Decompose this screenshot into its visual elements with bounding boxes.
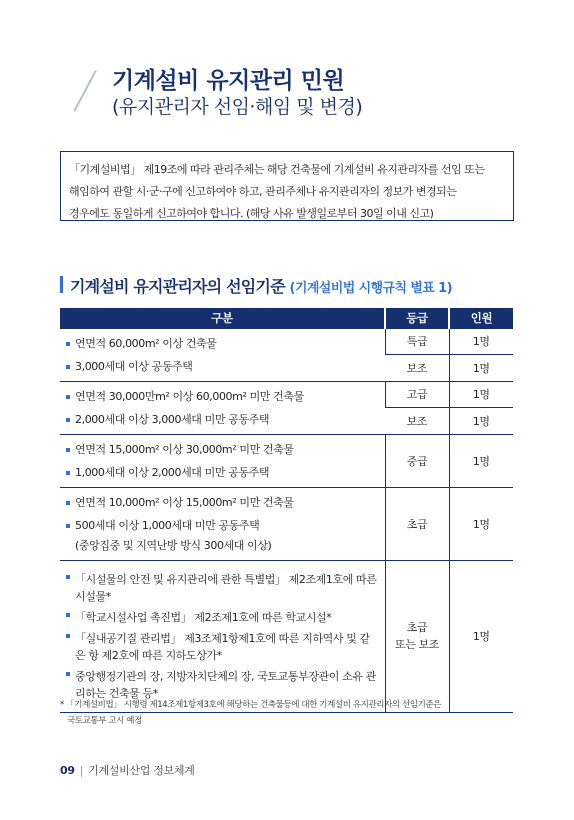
intro-line: 「기계설비법」 제19조에 따라 관리주체는 해당 건축물에 기계설비 유지관리자를 선임 또는 — [69, 163, 485, 176]
criteria-item: 「시설물의 안전 및 유지관리에 관한 특별법」 제2조제1호에 따른 시설물* — [66, 569, 379, 607]
table-row — [60, 434, 513, 487]
table-header-row — [60, 308, 513, 328]
title-decoration-slash — [73, 70, 96, 112]
grade-cell: 보조 — [385, 408, 449, 435]
page-subtitle: (유지관리자 선임·해임 및 변경) — [112, 96, 363, 118]
footer-separator: | — [79, 764, 84, 777]
footnote-line: 국토교통부 고시 예정 — [67, 716, 142, 726]
section-marker — [60, 276, 63, 293]
header-grade: 등급 — [385, 308, 449, 328]
section-title-text: 기계설비 유지관리자의 선임기준 — [70, 277, 285, 296]
criteria-item: 연면적 30,000만m² 이상 60,000m² 미만 건축물 — [66, 385, 379, 408]
people-cell: 1명 — [449, 381, 513, 408]
header-category: 구분 — [60, 308, 385, 328]
table-row — [60, 487, 513, 560]
grade-cell — [385, 560, 449, 712]
selection-criteria-table — [60, 308, 513, 713]
page-footer — [60, 762, 195, 778]
grade-line: 초급 — [406, 621, 428, 634]
category-cell — [60, 487, 385, 560]
criteria-item: 3,000세대 이상 공동주택 — [66, 355, 379, 378]
category-cell — [60, 434, 385, 487]
people-cell: 1명 — [449, 408, 513, 435]
grade-cell: 특급 — [385, 328, 449, 355]
grade-cell: 초급 — [385, 487, 449, 560]
category-cell — [60, 381, 385, 434]
footnote — [60, 697, 520, 729]
table-row — [60, 328, 513, 355]
category-cell — [60, 560, 385, 712]
footer-label: 기계설비산업 정보체계 — [88, 764, 195, 777]
people-cell: 1명 — [449, 328, 513, 355]
table-row — [60, 560, 513, 712]
intro-line: 경우에도 동일하게 신고하여야 합니다. (해당 사유 발생일로부터 30일 이내 신고) — [69, 207, 434, 220]
footnote-line: * 「기계설비법」 시행령 제14조제1항제3호에 해당하는 건축물등에 대한 기계설비 유지관리자의 선임기준은 — [60, 700, 442, 710]
grade-cell: 보조 — [385, 355, 449, 382]
table-row — [60, 381, 513, 408]
criteria-item: 연면적 15,000m² 이상 30,000m² 미만 건축물 — [66, 438, 379, 461]
criteria-item: 1,000세대 이상 2,000세대 미만 공동주택 — [66, 461, 379, 484]
grade-cell: 중급 — [385, 434, 449, 487]
intro-box — [60, 151, 514, 221]
section-title-reference: (기계설비법 시행규칙 별표 1) — [289, 281, 452, 296]
grade-line: 또는 보조 — [394, 638, 439, 651]
criteria-item: 500세대 이상 1,000세대 미만 공동주택 — [66, 514, 379, 537]
header-people: 인원 — [449, 308, 513, 328]
section-title — [70, 274, 452, 297]
criteria-item: 2,000세대 이상 3,000세대 미만 공동주택 — [66, 408, 379, 431]
criteria-item: 연면적 10,000m² 이상 15,000m² 미만 건축물 — [66, 491, 379, 514]
people-cell: 1명 — [449, 355, 513, 382]
criteria-note: (중앙집중 및 지역난방 방식 300세대 이상) — [75, 538, 272, 552]
page-title: 기계설비 유지관리 민원 — [112, 68, 345, 94]
people-cell: 1명 — [449, 434, 513, 487]
criteria-item: 연면적 60,000m² 이상 건축물 — [66, 332, 379, 355]
people-cell: 1명 — [449, 560, 513, 712]
category-cell — [60, 328, 385, 381]
page-number: 09 — [60, 764, 75, 777]
grade-cell: 고급 — [385, 381, 449, 408]
criteria-item: 중앙행정기관의 장, 지방자치단체의 장, 국토교통부장관이 소유 관리하는 건축물 등* — [66, 666, 379, 704]
intro-line: 해임하여 관할 시·군·구에 신고하여야 하고, 관리주체나 유지관리자의 정보가 변경되는 — [69, 185, 457, 198]
criteria-item: 「실내공기질 관리법」 제3조제1항제1호에 따른 지하역사 및 같은 항 제2호에 따른 지하도상가* — [66, 628, 379, 666]
criteria-item: 「학교시설사업 촉진법」 제2조제1호에 따른 학교시설* — [66, 607, 379, 628]
people-cell: 1명 — [449, 487, 513, 560]
